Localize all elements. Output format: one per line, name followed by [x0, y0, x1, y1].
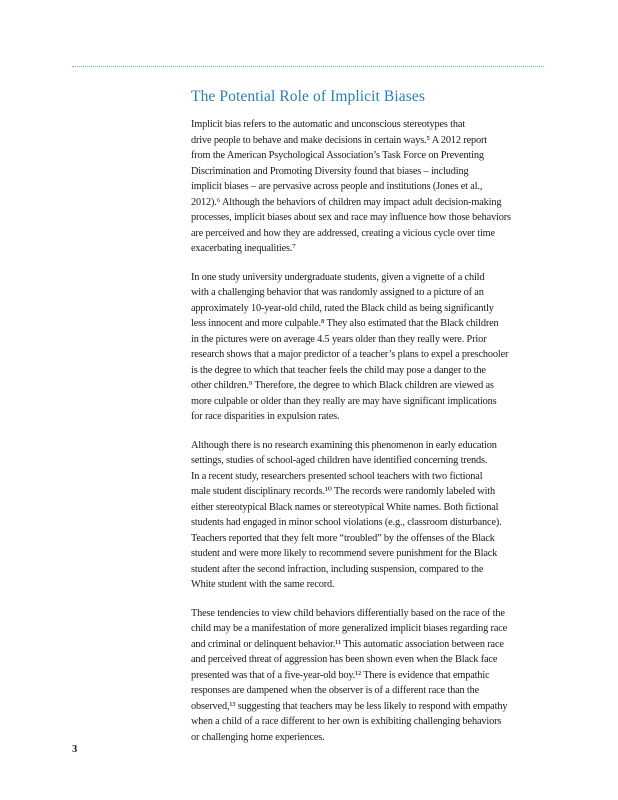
- text-line: These tendencies to view child behaviors differentially based on the race of the: [191, 607, 505, 619]
- text-line: are perceived and how they are addressed, creating a vicious cycle over time: [191, 227, 495, 239]
- text-line: student and were more likely to recommend severe punishment for the Black: [191, 548, 498, 559]
- text-line: from the American Psychological Association’s Task Force on Preventing: [191, 150, 484, 161]
- text-line: research shows that a major predictor of a teacher’s plans to expel a preschooler: [191, 349, 509, 360]
- text-line: or challenging home experiences.: [191, 731, 325, 743]
- text-line: implicit biases – are pervasive across people and institutions (Jones et al.,: [191, 181, 483, 192]
- text-line: with a challenging behavior that was randomly assigned to a picture of an: [191, 287, 484, 298]
- paragraph-1: [191, 117, 549, 257]
- text-line: when a child of a race different to her own is exhibiting challenging behaviors: [191, 716, 502, 727]
- text-line: processes, implicit biases about sex and race may influence how those behaviors: [191, 212, 511, 223]
- text-line: male student disciplinary records.¹⁰ The records were randomly labeled with: [191, 486, 496, 497]
- text-line: Implicit bias refers to the automatic and unconscious stereotypes that: [191, 119, 466, 130]
- text-line: student after the second infraction, including suspension, compared to the: [191, 563, 484, 575]
- text-line: 2012).⁶ Although the behaviors of children may impact adult decision-making: [191, 196, 502, 208]
- header-dotted-rule: [72, 66, 544, 67]
- text-line: more culpable or older than they really are may have significant implications: [191, 395, 497, 407]
- text-line: child may be a manifestation of more generalized implicit biases regarding race: [191, 623, 508, 634]
- section-heading: The Potential Role of Implicit Biases: [191, 88, 426, 105]
- paragraph-4: [191, 606, 549, 746]
- text-line: other children.⁹ Therefore, the degree to which Black children are viewed as: [191, 380, 494, 391]
- text-line: students had engaged in minor school violations (e.g., classroom disturbance).: [191, 517, 502, 528]
- text-line: for race disparities in expulsion rates.: [191, 411, 340, 422]
- text-line: approximately 10-year-old child, rated the Black child as being significantly: [191, 302, 494, 314]
- text-line: settings, studies of school-aged children have identified concerning trends.: [191, 455, 488, 466]
- text-line: less innocent and more culpable.⁸ They also estimated that the Black children: [191, 318, 499, 329]
- text-line: drive people to behave and make decisions in certain ways.⁵ A 2012 report: [191, 134, 488, 146]
- text-line: In one study university undergraduate students, given a vignette of a child: [191, 271, 485, 283]
- text-line: responses are dampened when the observer is of a different race than the: [191, 685, 480, 696]
- text-line: Discrimination and Promoting Diversity found that biases – including: [191, 165, 469, 177]
- text-line: and perceived threat of aggression has been shown even when the Black face: [191, 654, 498, 665]
- text-line: in the pictures were on average 4.5 years older than they really were. Prior: [191, 333, 487, 345]
- paragraph-3: [191, 438, 549, 593]
- page-number: 3: [72, 744, 78, 755]
- paragraph-2: [191, 270, 549, 425]
- text-line: observed,¹³ suggesting that teachers may be less likely to respond with empathy: [191, 700, 508, 712]
- text-line: either stereotypical Black names or stereotypical White names. Both fictional: [191, 501, 499, 513]
- text-line: presented was that of a five-year-old boy.¹² There is evidence that empathic: [191, 669, 490, 681]
- text-line: Teachers reported that they felt more “troubled” by the offenses of the Black: [191, 532, 495, 544]
- text-line: White student with the same record.: [191, 579, 335, 590]
- text-line: Although there is no research examining this phenomenon in early education: [191, 439, 497, 451]
- text-line: exacerbating inequalities.⁷: [191, 243, 296, 254]
- text-line: is the degree to which that teacher feels the child may pose a danger to the: [191, 364, 486, 376]
- article-body: [191, 88, 549, 758]
- text-line: In a recent study, researchers presented school teachers with two fictional: [191, 470, 483, 482]
- text-line: and criminal or delinquent behavior.¹¹ This automatic association between race: [191, 638, 504, 650]
